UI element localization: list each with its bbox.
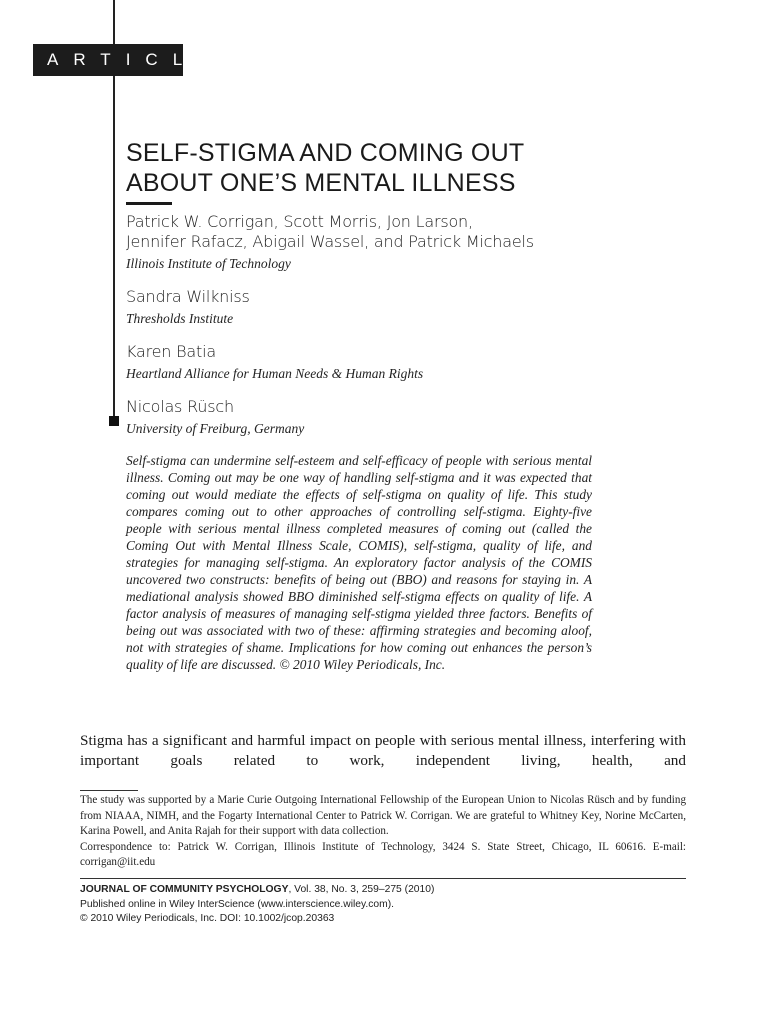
citation-details: , Vol. 38, No. 3, 259–275 (2010) — [288, 884, 435, 895]
title-line: ABOUT ONE’S MENTAL ILLNESS — [126, 169, 516, 197]
section-tag: ARTICLE — [33, 44, 183, 76]
footnote-rule — [80, 790, 138, 791]
body-paragraph: Stigma has a significant and harmful impact on people with serious mental illness, interfering with important goals related to work, independent living, health, and — [80, 732, 686, 769]
copyright-doi: © 2010 Wiley Periodicals, Inc. DOI: 10.1002/jcop.20363 — [80, 913, 335, 924]
author-names: Patrick W. Corrigan, Scott Morris, Jon Larson, — [126, 212, 473, 231]
footnote-support: The study was supported by a Marie Curie Outgoing International Fellowship of the European Union to Nicolas Rüsch and by funding from NIAAA, NIMH, and the Fogarty International Center to Patrick W. Corrigan. We are grateful to Whitney Key, Norine McCarten, Karina Powell, and Anita Rajah for their support with data collection. — [80, 794, 686, 837]
author-affiliation: Heartland Alliance for Human Needs & Human Rights — [126, 366, 424, 381]
abstract: Self-stigma can undermine self-esteem and self-efficacy of people with serious mental illness. Coming out may be one way of handling self-stigma and it was expected that coming out would mediate the effects of self-stigma on quality of life. This study compares coming out to other approaches of controlling self-stigma. Eighty-five people with serious mental illness completed measures of coming out (called the Coming Out with Mental Illness Scale, COMIS), self-stigma, quality of life, and strategies for managing self-stigma. An exploratory factor analysis of the COMIS uncovered two constructs: benefits of being out (BBO) and reasons for staying in. A mediational analysis showed BBO diminished self-stigma effects on quality of life. A factor analysis of measures of managing self-stigma yielded three factors. Benefits of being out was associated with two of these: affirming strategies and becoming aloof, not with strategies of shame. Implications for how coming out enhances the person’s quality of life are discussed. © 2010 Wiley Periodicals, Inc. — [126, 453, 592, 672]
published-online: Published online in Wiley InterScience (www.interscience.wiley.com). — [80, 898, 394, 910]
footnote — [80, 793, 686, 871]
footer-rule — [80, 878, 686, 879]
footnote-correspondence: Correspondence to: Patrick W. Corrigan, Illinois Institute of Technology, 3424 S. State Street, Chicago, IL 60616. E-mail: corrigan@iit.edu — [80, 840, 686, 868]
author-names: Sandra Wilkniss — [126, 287, 250, 306]
author-names: Nicolas Rüsch — [126, 397, 234, 416]
author-group — [126, 342, 736, 383]
author-affiliation: University of Freiburg, Germany — [126, 421, 305, 436]
author-group — [126, 212, 736, 273]
author-affiliation: Thresholds Institute — [126, 311, 234, 326]
margin-rule-square — [109, 416, 119, 426]
article-title — [126, 138, 726, 198]
author-group — [126, 397, 736, 438]
journal-name: JOURNAL OF COMMUNITY PSYCHOLOGY — [80, 884, 289, 895]
journal-citation — [80, 883, 686, 898]
author-group — [126, 287, 736, 328]
author-block — [126, 212, 736, 438]
author-names: Karen Batia — [126, 342, 216, 361]
journal-footer — [80, 883, 686, 927]
author-affiliation: Illinois Institute of Technology — [126, 256, 291, 271]
author-names: Jennifer Rafacz, Abigail Wassel, and Patrick Michaels — [126, 232, 534, 251]
title-line: SELF-STIGMA AND COMING OUT — [126, 139, 525, 167]
title-underline — [126, 202, 172, 205]
